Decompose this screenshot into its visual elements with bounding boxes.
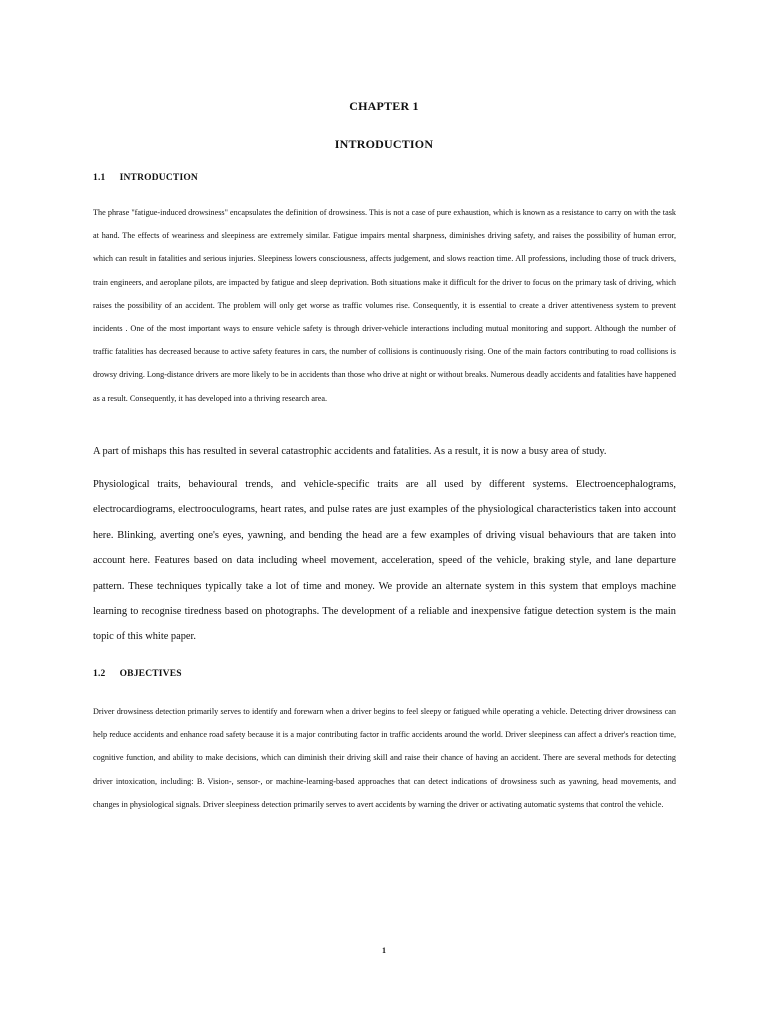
section-title: OBJECTIVES [119,669,182,679]
chapter-title: INTRODUCTION [334,137,434,151]
paragraph-objectives: Driver drowsiness detection primarily serves to identify and forewarn when a driver begins to feel sleepy or fatigued while operating a vehicle. Detecting driver drowsiness can help reduce accidents and enhance road safety because it is a major contributing factor in traffic accidents around the world. Driver sleepiness can affect a driver's reaction time, cognitive function, and ability to make decisions, which can diminish their driving skill and raise their chance of having an accident. There are several methods for detecting driver intoxication, including: B. Vision-, sensor-, or machine-learning-based approaches that can detect indications of drowsiness such as yawning, head movements, and changes in physiological signals. Driver sleepiness detection primarily serves to avert accidents by warning the driver or activating automatic systems that control the vehicle. [93,707,676,809]
paragraph-intro-definition: The phrase "fatigue-induced drowsiness" encapsulates the definition of drowsiness. This is not a case of pure exhaustion, which is known as a resistance to carry on with the task at hand. The effects of weariness and sleepiness are extremely similar. Fatigue impairs mental sharpness, diminishes driving safety, and raises the possibility of human error, which can result in fatalities and serious injuries. Sleepiness lowers consciousness, affects judgement, and slows reaction time. All professions, including those of truck drivers, train engineers, and aeroplane pilots, are impacted by fatigue and sleep deprivation. Both situations make it difficult for the driver to focus on the primary task of driving, which raises the possibility of an accident. The problem will only get worse as traffic volumes rise. Consequently, it is essential to create a driver attentiveness system to prevent incidents . One of the most important ways to ensure vehicle safety is through driver-vehicle interactions including mutual monitoring and support. Although the number of traffic fatalities has decreased because to active safety features in cars, the number of collisions is continuously rising. One of the main factors contributing to road collisions is drowsy driving. Long-distance drivers are more likely to be in accidents than those who drive at night or without breaks. Numerous deadly accidents and fatalities have happened as a result. Consequently, it has developed into a thriving research area. [93,208,676,403]
paragraph-intro-mishaps: A part of mishaps this has resulted in several catastrophic accidents and fatalities. As a result, it is now a busy area of study. [93,446,607,457]
paragraph-intro-systems: Physiological traits, behavioural trends, and vehicle-specific traits are all used by different systems. Electroencephalograms, electrocardiograms, electrooculograms, heart rates, and pulse rates are just examples of the physiological characteristics taken into account here. Blinking, averting one's eyes, yawning, and bending the head are a few examples of driving visual behaviours that are taken into account here. Features based on data including wheel movement, acceleration, speed of the vehicle, braking style, and lane departure pattern. These techniques typically take a lot of time and money. We provide an alternate system in this system that employs machine learning to recognise tiredness based on photographs. The development of a reliable and inexpensive fatigue detection system is the main topic of this white paper. [93,479,676,643]
section-heading-objectives [93,669,182,679]
section-number: 1.1 [93,173,106,183]
page-number: 1 [382,946,386,955]
section-number: 1.2 [93,669,106,679]
chapter-label: CHAPTER 1 [349,99,419,113]
section-title: INTRODUCTION [119,173,198,183]
section-heading-introduction [93,173,198,183]
